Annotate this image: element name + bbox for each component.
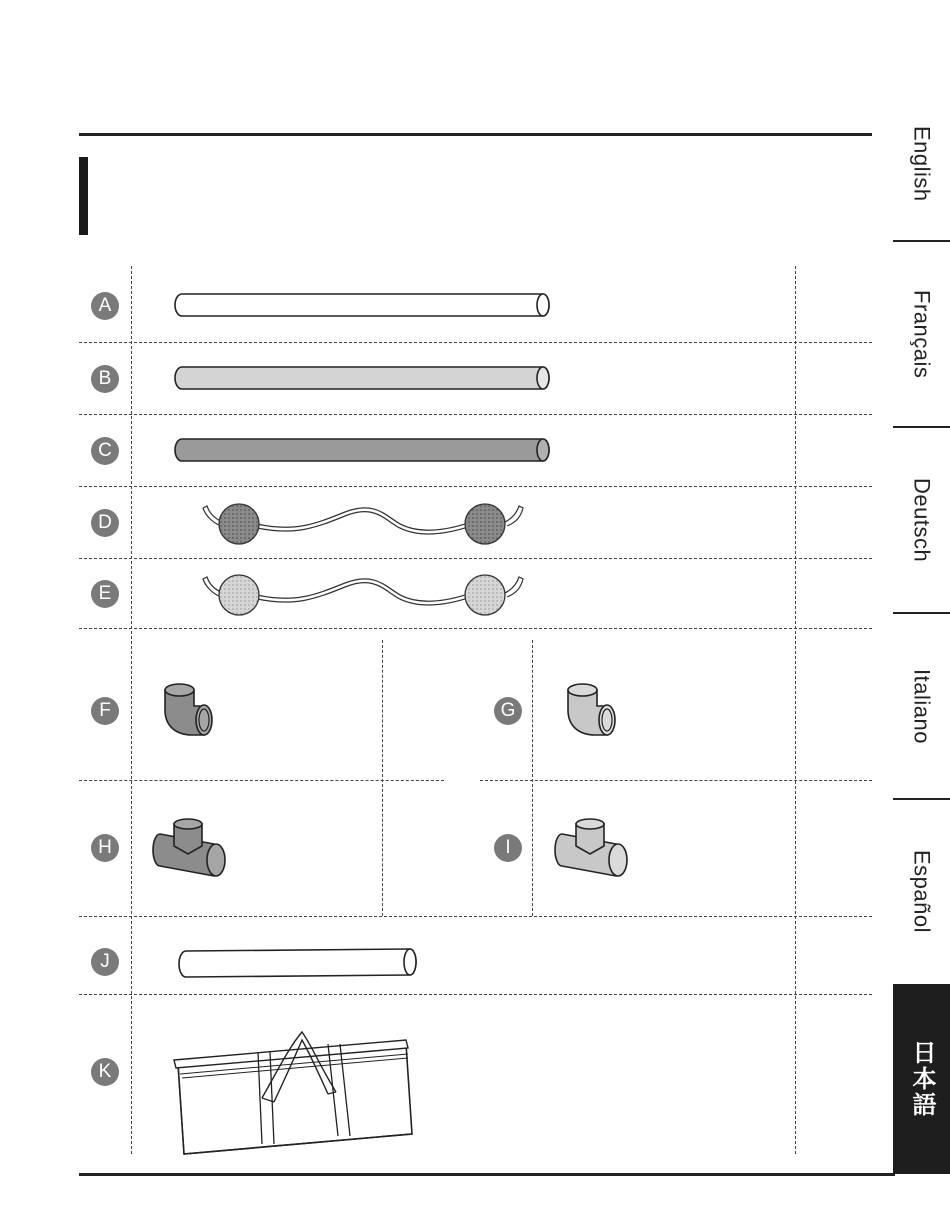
tab-francais[interactable] xyxy=(893,242,950,426)
grid-line xyxy=(532,640,533,916)
grid-line xyxy=(79,342,872,343)
tee-connector-icon xyxy=(150,818,232,880)
grid-line xyxy=(382,640,383,916)
short-pole-icon xyxy=(174,947,424,981)
bungee-cord-icon xyxy=(195,496,535,551)
elbow-connector-icon xyxy=(160,680,220,742)
grid-line xyxy=(131,266,132,1154)
part-badge-f: F xyxy=(91,697,119,725)
part-badge-e: E xyxy=(91,580,119,608)
grid-line xyxy=(79,916,872,917)
pole-icon xyxy=(170,363,555,395)
part-badge-c: C xyxy=(91,437,119,465)
grid-line xyxy=(795,266,796,1154)
section-title-bar xyxy=(79,157,88,235)
part-badge-d: D xyxy=(91,509,119,537)
elbow-connector-icon xyxy=(563,680,623,742)
tab-deutsch[interactable] xyxy=(893,428,950,612)
part-badge-j: J xyxy=(91,948,119,976)
tee-connector-icon xyxy=(552,818,634,880)
tab-japanese-label: 日本語 xyxy=(908,1040,935,1118)
part-badge-a: A xyxy=(91,292,119,320)
grid-line xyxy=(79,414,872,415)
grid-line xyxy=(79,558,872,559)
part-badge-g: G xyxy=(494,697,522,725)
grid-line xyxy=(79,486,872,487)
tab-italiano-label: Italiano xyxy=(909,668,935,744)
tab-deutsch-label: Deutsch xyxy=(909,477,935,563)
part-badge-b: B xyxy=(91,365,119,393)
top-rule xyxy=(79,133,872,136)
bottom-rule xyxy=(79,1173,895,1176)
tab-espanol[interactable] xyxy=(893,800,950,984)
pole-icon xyxy=(170,435,555,467)
grid-line xyxy=(79,628,872,629)
bungee-cord-icon xyxy=(195,567,535,622)
part-badge-i: I xyxy=(494,834,522,862)
pole-icon xyxy=(170,290,555,322)
tab-english[interactable] xyxy=(893,88,950,240)
tab-english-label: English xyxy=(909,126,935,202)
part-badge-k: K xyxy=(91,1058,119,1086)
part-badge-h: H xyxy=(91,834,119,862)
tab-japanese[interactable] xyxy=(893,984,950,1174)
tab-italiano[interactable] xyxy=(893,614,950,798)
carry-bag-icon xyxy=(170,1026,420,1161)
grid-line xyxy=(79,994,872,995)
tab-francais-label: Français xyxy=(909,289,935,379)
grid-line xyxy=(480,780,872,781)
grid-line xyxy=(79,780,444,781)
tab-espanol-label: Español xyxy=(909,850,935,934)
